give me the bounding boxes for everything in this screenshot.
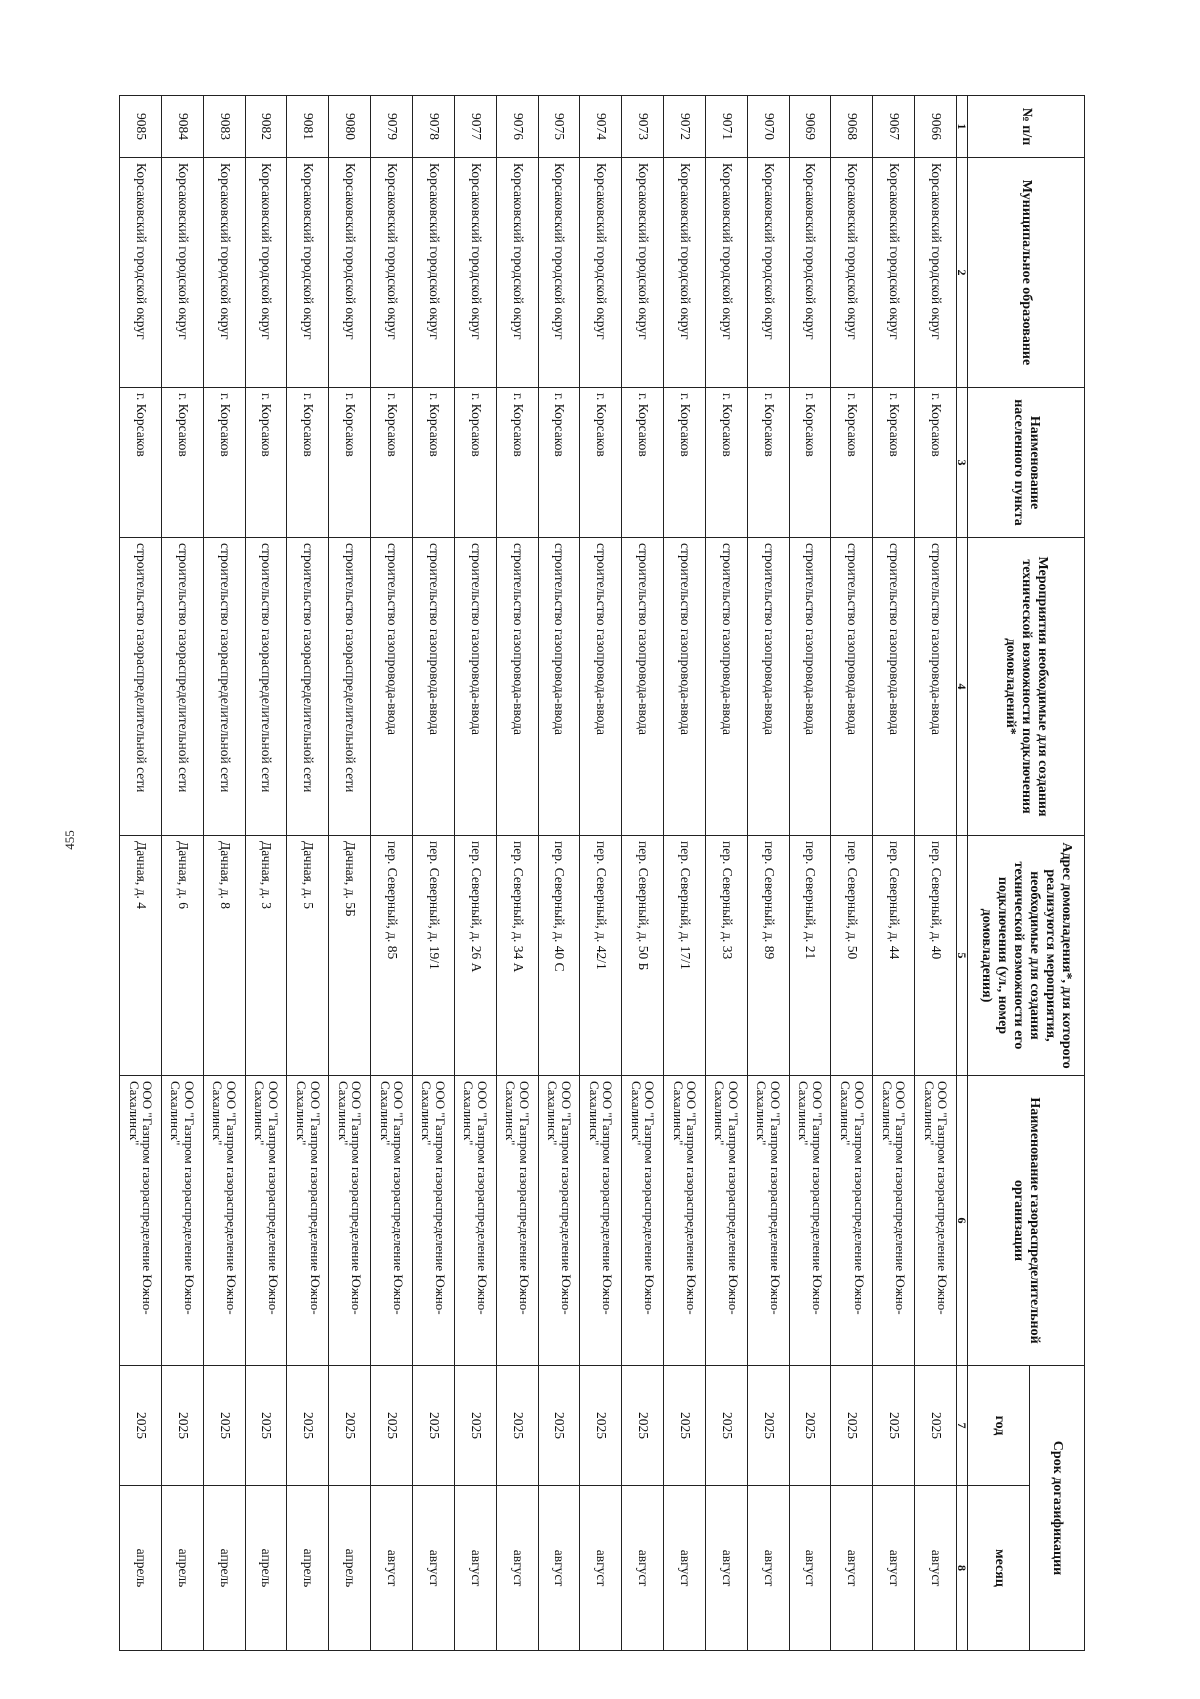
cell-activity: строительство газопровода-ввода	[454, 538, 496, 836]
cell-settlement: г. Корсаков	[245, 388, 287, 538]
cell-year: 2025	[287, 1366, 329, 1486]
cell-address: пер. Северный, д. 42/1	[580, 836, 622, 1076]
cell-address: Дачная, д. 8	[203, 836, 245, 1076]
table-body	[120, 96, 957, 1651]
cell-settlement: г. Корсаков	[203, 388, 245, 538]
cell-municipality: Корсаковский городской округ	[454, 158, 496, 388]
cell-year: 2025	[622, 1366, 664, 1486]
cell-activity: строительство газопровода-ввода	[664, 538, 706, 836]
cell-address: пер. Северный, д. 26 А	[454, 836, 496, 1076]
cell-org: ООО "Газпром газораспределение Южно-Сахалинск"	[245, 1076, 287, 1366]
cell-activity: строительство газопровода-ввода	[747, 538, 789, 836]
cell-num: 9075	[538, 96, 580, 158]
cell-address: Дачная, д. 3	[245, 836, 287, 1076]
cell-settlement: г. Корсаков	[371, 388, 413, 538]
cell-settlement: г. Корсаков	[496, 388, 538, 538]
cell-month: август	[873, 1486, 915, 1651]
cell-num: 9067	[873, 96, 915, 158]
header-org: Наименование газораспределительной организации	[968, 1076, 1085, 1366]
cell-month: апрель	[329, 1486, 371, 1651]
table-row	[831, 96, 873, 1651]
cell-num: 9066	[915, 96, 957, 158]
cell-activity: строительство газораспределительной сети	[329, 538, 371, 836]
cell-org: ООО "Газпром газораспределение Южно-Сахалинск"	[705, 1076, 747, 1366]
cell-address: пер. Северный, д. 21	[789, 836, 831, 1076]
cell-month: апрель	[287, 1486, 329, 1651]
cell-municipality: Корсаковский городской округ	[915, 158, 957, 388]
table-row	[873, 96, 915, 1651]
cell-year: 2025	[664, 1366, 706, 1486]
column-number: 4	[957, 538, 968, 836]
table-row	[413, 96, 455, 1651]
cell-municipality: Корсаковский городской округ	[161, 158, 203, 388]
cell-municipality: Корсаковский городской округ	[747, 158, 789, 388]
cell-activity: строительство газопровода-ввода	[413, 538, 455, 836]
cell-settlement: г. Корсаков	[831, 388, 873, 538]
cell-settlement: г. Корсаков	[705, 388, 747, 538]
cell-municipality: Корсаковский городской округ	[580, 158, 622, 388]
cell-year: 2025	[580, 1366, 622, 1486]
header-activities: Мероприятия необходимые для создания технической возможности подключения домовладений*	[968, 538, 1085, 836]
column-number-row	[957, 96, 968, 1651]
cell-year: 2025	[245, 1366, 287, 1486]
table-row	[705, 96, 747, 1651]
table-row	[161, 96, 203, 1651]
cell-month: август	[580, 1486, 622, 1651]
cell-year: 2025	[329, 1366, 371, 1486]
cell-year: 2025	[496, 1366, 538, 1486]
column-number: 2	[957, 158, 968, 388]
cell-month: август	[371, 1486, 413, 1651]
cell-municipality: Корсаковский городской округ	[413, 158, 455, 388]
cell-address: пер. Северный, д. 40 С	[538, 836, 580, 1076]
cell-settlement: г. Корсаков	[915, 388, 957, 538]
cell-month: август	[454, 1486, 496, 1651]
cell-activity: строительство газопровода-ввода	[873, 538, 915, 836]
cell-org: ООО "Газпром газораспределение Южно-Сахалинск"	[454, 1076, 496, 1366]
cell-org: ООО "Газпром газораспределение Южно-Сахалинск"	[664, 1076, 706, 1366]
cell-year: 2025	[915, 1366, 957, 1486]
table-row	[622, 96, 664, 1651]
cell-num: 9072	[664, 96, 706, 158]
table-row	[789, 96, 831, 1651]
cell-year: 2025	[789, 1366, 831, 1486]
cell-org: ООО "Газпром газораспределение Южно-Сахалинск"	[413, 1076, 455, 1366]
cell-org: ООО "Газпром газораспределение Южно-Сахалинск"	[622, 1076, 664, 1366]
cell-month: август	[622, 1486, 664, 1651]
cell-org: ООО "Газпром газораспределение Южно-Сахалинск"	[580, 1076, 622, 1366]
cell-municipality: Корсаковский городской округ	[873, 158, 915, 388]
cell-address: пер. Северный, д. 85	[371, 836, 413, 1076]
cell-num: 9084	[161, 96, 203, 158]
cell-settlement: г. Корсаков	[538, 388, 580, 538]
cell-municipality: Корсаковский городской округ	[831, 158, 873, 388]
table-row	[120, 96, 162, 1651]
cell-settlement: г. Корсаков	[747, 388, 789, 538]
column-number: 8	[957, 1486, 968, 1651]
cell-year: 2025	[120, 1366, 162, 1486]
table-row	[203, 96, 245, 1651]
cell-municipality: Корсаковский городской округ	[705, 158, 747, 388]
column-number: 5	[957, 836, 968, 1076]
cell-num: 9081	[287, 96, 329, 158]
header-month: месяц	[968, 1486, 1030, 1651]
header-address: Адрес домовладения*, для которого реализуются мероприятия, необходимые для создания технической возможности его подключения (ул., номер домовладения)	[968, 836, 1085, 1076]
cell-settlement: г. Корсаков	[287, 388, 329, 538]
cell-month: август	[747, 1486, 789, 1651]
cell-address: Дачная, д. 5	[287, 836, 329, 1076]
cell-num: 9080	[329, 96, 371, 158]
table-row	[245, 96, 287, 1651]
table-header	[957, 96, 1085, 1651]
cell-year: 2025	[747, 1366, 789, 1486]
cell-municipality: Корсаковский городской округ	[622, 158, 664, 388]
table-row	[580, 96, 622, 1651]
table-row	[915, 96, 957, 1651]
cell-activity: строительство газопровода-ввода	[496, 538, 538, 836]
table-row	[454, 96, 496, 1651]
cell-settlement: г. Корсаков	[622, 388, 664, 538]
cell-municipality: Корсаковский городской округ	[496, 158, 538, 388]
cell-activity: строительство газопровода-ввода	[371, 538, 413, 836]
cell-activity: строительство газопровода-ввода	[789, 538, 831, 836]
table-row	[664, 96, 706, 1651]
column-number: 1	[957, 96, 968, 158]
cell-org: ООО "Газпром газораспределение Южно-Сахалинск"	[538, 1076, 580, 1366]
cell-num: 9077	[454, 96, 496, 158]
column-number: 3	[957, 388, 968, 538]
rotated-table-container	[126, 95, 1085, 1650]
cell-municipality: Корсаковский городской округ	[329, 158, 371, 388]
cell-month: апрель	[245, 1486, 287, 1651]
cell-month: август	[496, 1486, 538, 1651]
cell-address: пер. Северный, д. 19/1	[413, 836, 455, 1076]
cell-municipality: Корсаковский городской округ	[287, 158, 329, 388]
cell-org: ООО "Газпром газораспределение Южно-Сахалинск"	[120, 1076, 162, 1366]
cell-month: август	[705, 1486, 747, 1651]
cell-num: 9083	[203, 96, 245, 158]
cell-address: пер. Северный, д. 34 А	[496, 836, 538, 1076]
cell-address: пер. Северный, д. 44	[873, 836, 915, 1076]
cell-num: 9082	[245, 96, 287, 158]
cell-num: 9085	[120, 96, 162, 158]
cell-org: ООО "Газпром газораспределение Южно-Сахалинск"	[747, 1076, 789, 1366]
cell-activity: строительство газопровода-ввода	[622, 538, 664, 836]
table-row	[287, 96, 329, 1651]
cell-settlement: г. Корсаков	[873, 388, 915, 538]
cell-municipality: Корсаковский городской округ	[789, 158, 831, 388]
cell-activity: строительство газопровода-ввода	[831, 538, 873, 836]
cell-year: 2025	[873, 1366, 915, 1486]
cell-settlement: г. Корсаков	[120, 388, 162, 538]
header-num: № п/п	[968, 96, 1085, 158]
cell-num: 9069	[789, 96, 831, 158]
cell-municipality: Корсаковский городской округ	[538, 158, 580, 388]
cell-activity: строительство газораспределительной сети	[161, 538, 203, 836]
cell-settlement: г. Корсаков	[454, 388, 496, 538]
table-row	[747, 96, 789, 1651]
cell-activity: строительство газопровода-ввода	[580, 538, 622, 836]
cell-municipality: Корсаковский городской округ	[371, 158, 413, 388]
cell-num: 9068	[831, 96, 873, 158]
cell-org: ООО "Газпром газораспределение Южно-Сахалинск"	[831, 1076, 873, 1366]
cell-month: август	[538, 1486, 580, 1651]
cell-activity: строительство газораспределительной сети	[120, 538, 162, 836]
gasification-table	[119, 95, 1085, 1651]
header-municipality: Муниципальное образование	[968, 158, 1085, 388]
column-number: 7	[957, 1366, 968, 1486]
cell-year: 2025	[203, 1366, 245, 1486]
cell-address: пер. Северный, д. 17/1	[664, 836, 706, 1076]
cell-month: август	[915, 1486, 957, 1651]
cell-year: 2025	[831, 1366, 873, 1486]
cell-year: 2025	[161, 1366, 203, 1486]
cell-address: пер. Северный, д. 89	[747, 836, 789, 1076]
cell-num: 9070	[747, 96, 789, 158]
cell-month: апрель	[120, 1486, 162, 1651]
cell-year: 2025	[538, 1366, 580, 1486]
cell-num: 9078	[413, 96, 455, 158]
cell-num: 9079	[371, 96, 413, 158]
cell-settlement: г. Корсаков	[789, 388, 831, 538]
table-row	[496, 96, 538, 1651]
cell-org: ООО "Газпром газораспределение Южно-Сахалинск"	[371, 1076, 413, 1366]
cell-org: ООО "Газпром газораспределение Южно-Сахалинск"	[329, 1076, 371, 1366]
cell-month: август	[664, 1486, 706, 1651]
cell-activity: строительство газораспределительной сети	[203, 538, 245, 836]
table-row	[538, 96, 580, 1651]
cell-address: Дачная, д. 6	[161, 836, 203, 1076]
cell-month: апрель	[203, 1486, 245, 1651]
cell-month: август	[831, 1486, 873, 1651]
cell-num: 9074	[580, 96, 622, 158]
cell-settlement: г. Корсаков	[664, 388, 706, 538]
cell-month: август	[789, 1486, 831, 1651]
cell-activity: строительство газопровода-ввода	[705, 538, 747, 836]
cell-municipality: Корсаковский городской округ	[664, 158, 706, 388]
cell-num: 9071	[705, 96, 747, 158]
cell-address: пер. Северный, д. 40	[915, 836, 957, 1076]
cell-org: ООО "Газпром газораспределение Южно-Сахалинск"	[287, 1076, 329, 1366]
header-term: Срок догазификации	[1030, 1366, 1085, 1651]
cell-activity: строительство газопровода-ввода	[915, 538, 957, 836]
cell-org: ООО "Газпром газораспределение Южно-Сахалинск"	[789, 1076, 831, 1366]
cell-org: ООО "Газпром газораспределение Южно-Сахалинск"	[873, 1076, 915, 1366]
header-settlement: Наименование населенного пункта	[968, 388, 1085, 538]
cell-municipality: Корсаковский городской округ	[203, 158, 245, 388]
page-number: 455	[62, 830, 77, 850]
column-number: 6	[957, 1076, 968, 1366]
cell-month: август	[413, 1486, 455, 1651]
cell-year: 2025	[371, 1366, 413, 1486]
cell-org: ООО "Газпром газораспределение Южно-Сахалинск"	[496, 1076, 538, 1366]
cell-org: ООО "Газпром газораспределение Южно-Сахалинск"	[161, 1076, 203, 1366]
cell-municipality: Корсаковский городской округ	[245, 158, 287, 388]
cell-address: пер. Северный, д. 50 Б	[622, 836, 664, 1076]
cell-municipality: Корсаковский городской округ	[120, 158, 162, 388]
cell-org: ООО "Газпром газораспределение Южно-Сахалинск"	[915, 1076, 957, 1366]
cell-org: ООО "Газпром газораспределение Южно-Сахалинск"	[203, 1076, 245, 1366]
cell-settlement: г. Корсаков	[413, 388, 455, 538]
cell-year: 2025	[413, 1366, 455, 1486]
cell-settlement: г. Корсаков	[580, 388, 622, 538]
cell-year: 2025	[705, 1366, 747, 1486]
cell-year: 2025	[454, 1366, 496, 1486]
cell-month: апрель	[161, 1486, 203, 1651]
cell-address: пер. Северный, д. 33	[705, 836, 747, 1076]
cell-address: Дачная, д. 4	[120, 836, 162, 1076]
header-year: год	[968, 1366, 1030, 1486]
cell-num: 9073	[622, 96, 664, 158]
cell-num: 9076	[496, 96, 538, 158]
cell-settlement: г. Корсаков	[329, 388, 371, 538]
cell-address: Дачная, д. 5Б	[329, 836, 371, 1076]
cell-address: пер. Северный, д. 50	[831, 836, 873, 1076]
cell-activity: строительство газораспределительной сети	[245, 538, 287, 836]
table-row	[329, 96, 371, 1651]
cell-activity: строительство газораспределительной сети	[287, 538, 329, 836]
table-row	[371, 96, 413, 1651]
cell-activity: строительство газопровода-ввода	[538, 538, 580, 836]
cell-settlement: г. Корсаков	[161, 388, 203, 538]
